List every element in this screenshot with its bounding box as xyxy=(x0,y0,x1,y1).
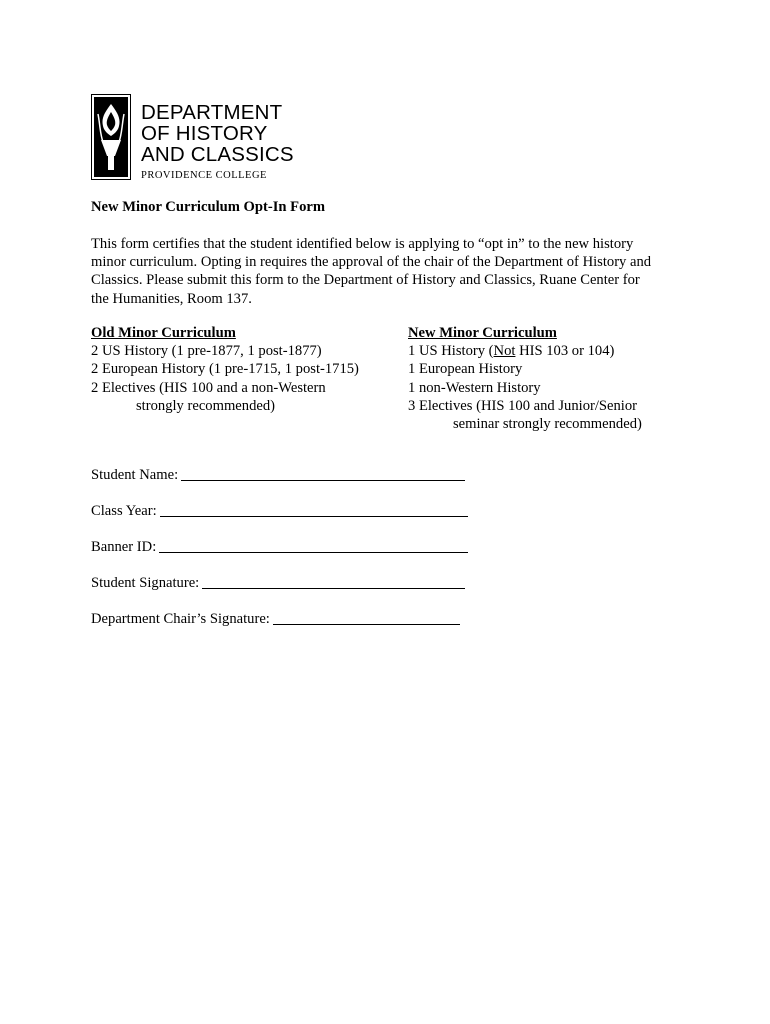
new-curriculum-item xyxy=(408,342,688,360)
intro-paragraph xyxy=(91,235,691,308)
student-name-input[interactable] xyxy=(181,466,465,481)
old-curriculum-item-continuation: strongly recommended) xyxy=(136,397,276,414)
new-curriculum-item: 1 European History xyxy=(408,361,523,378)
new-curriculum-item: 3 Electives (HIS 100 and Junior/Senior xyxy=(408,397,638,414)
banner-id-input[interactable] xyxy=(159,538,468,553)
student-name-field xyxy=(91,466,465,484)
form-title: New Minor Curriculum Opt-In Form xyxy=(91,199,326,215)
class-year-label: Class Year: xyxy=(91,503,157,519)
chair-signature-input[interactable] xyxy=(273,610,460,625)
logo-line-2: OF HISTORY xyxy=(141,122,268,145)
intro-line: Classics. Please submit this form to the Department of History and Classics, Ruane Center for xyxy=(91,272,640,289)
item-emphasis: Not xyxy=(493,343,516,360)
chair-signature-label: Department Chair’s Signature: xyxy=(91,611,270,627)
institution-name: PROVIDENCE COLLEGE xyxy=(141,170,267,181)
class-year-input[interactable] xyxy=(160,502,468,517)
department-logo xyxy=(91,94,301,184)
banner-id-field xyxy=(91,538,468,556)
department-name xyxy=(141,102,294,165)
logo-line-1: DEPARTMENT xyxy=(141,101,283,124)
student-signature-label: Student Signature: xyxy=(91,575,200,591)
item-suffix: HIS 103 or 104) xyxy=(515,343,615,360)
old-curriculum-item: 2 US History (1 pre-1877, 1 post-1877) xyxy=(91,343,322,360)
new-curriculum-heading: New Minor Curriculum xyxy=(408,325,557,341)
student-signature-input[interactable] xyxy=(202,574,465,589)
item-prefix: 1 US History ( xyxy=(408,343,494,360)
intro-line: the Humanities, Room 137. xyxy=(91,290,252,307)
chair-signature-field xyxy=(91,610,460,628)
banner-id-label: Banner ID: xyxy=(91,539,157,555)
student-name-label: Student Name: xyxy=(91,467,179,483)
flame-seal-icon xyxy=(91,94,131,180)
new-curriculum-item-continuation: seminar strongly recommended) xyxy=(453,416,642,433)
intro-line: This form certifies that the student identified below is applying to “opt in” to the new history xyxy=(91,236,634,252)
student-signature-field xyxy=(91,574,465,592)
new-curriculum-item: 1 non-Western History xyxy=(408,379,541,396)
new-curriculum-column xyxy=(408,324,688,433)
old-curriculum-column xyxy=(91,324,391,415)
old-curriculum-item: 2 European History (1 pre-1715, 1 post-1715) xyxy=(91,361,359,378)
old-curriculum-heading: Old Minor Curriculum xyxy=(91,325,236,341)
logo-line-3: AND CLASSICS xyxy=(141,143,294,166)
old-curriculum-item: 2 Electives (HIS 100 and a non-Western xyxy=(91,379,326,396)
class-year-field xyxy=(91,502,468,520)
intro-line: minor curriculum. Opting in requires the approval of the chair of the Department of History and xyxy=(91,254,652,271)
